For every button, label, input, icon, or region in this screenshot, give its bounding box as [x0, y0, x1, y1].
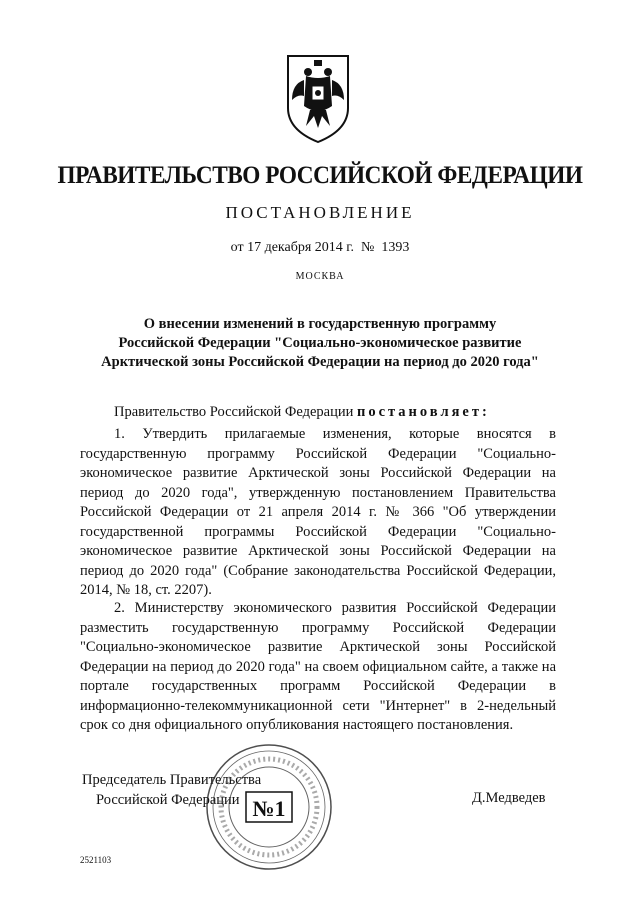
- seal-number: №1: [252, 796, 286, 821]
- signer-title-line-1: Председатель Правительства: [82, 772, 262, 788]
- government-title: ПРАВИТЕЛЬСТВО РОССИЙСКОЙ ФЕДЕРАЦИИ: [57, 162, 583, 189]
- subject-line-3: Арктической зоны Российской Федерации на период до 2020 года": [101, 354, 539, 370]
- decree-subject: [0, 315, 640, 372]
- city-label: МОСКВА: [295, 271, 345, 282]
- decree-label: ПОСТАНОВЛЕНИЕ: [225, 203, 415, 222]
- subject-line-1: О внесении изменений в государственную программу: [143, 316, 497, 332]
- seal-stamp-icon: [204, 742, 334, 872]
- state-emblem-icon: [270, 50, 366, 146]
- decree-intro: [114, 404, 490, 421]
- intro-text: Правительство Российской Федерации: [114, 404, 354, 420]
- document-number: 2521103: [80, 855, 112, 865]
- paragraph-1: 1. Утвердить прилагаемые изменения, которые вносятся в государственную программу Российской Федерации "Социально-экономическое развитие Арктической зоны Российской Федерации на период до 2020 года", утвержденную постановлением Правительства Российской Федерации от 21 апреля 2014 г. № 366 "Об утверждении государственной программы Российской Федерации "Социально-экономическое развитие Арктической зоны Российской Федерации на период до 2020 года" (Собрание законодательства Российской Федерации, 2014, № 18, ст. 2207).: [80, 426, 556, 598]
- signer-name: Д.Медведев: [472, 790, 546, 806]
- decree-date-number: от 17 декабря 2014 г. № 1393: [230, 240, 410, 255]
- intro-emphasis: постановляет:: [356, 404, 490, 420]
- paragraph-2: 2. Министерству экономического развития Российской Федерации разместить государственную программу Российской Федерации "Социально-экономическое развитие Арктической зоны Российской Федерации на период до 2020 года" на своем официальном сайте, а также на портале государственных программ Российской Федерации в информационно-телекоммуникационной сети "Интернет" в 2-недельный срок со дня официального опубликования настоящего постановления.: [80, 600, 556, 733]
- subject-line-2: Российской Федерации "Социально-экономическое развитие: [118, 335, 522, 351]
- signer-title-line-2: Российской Федерации: [96, 792, 240, 808]
